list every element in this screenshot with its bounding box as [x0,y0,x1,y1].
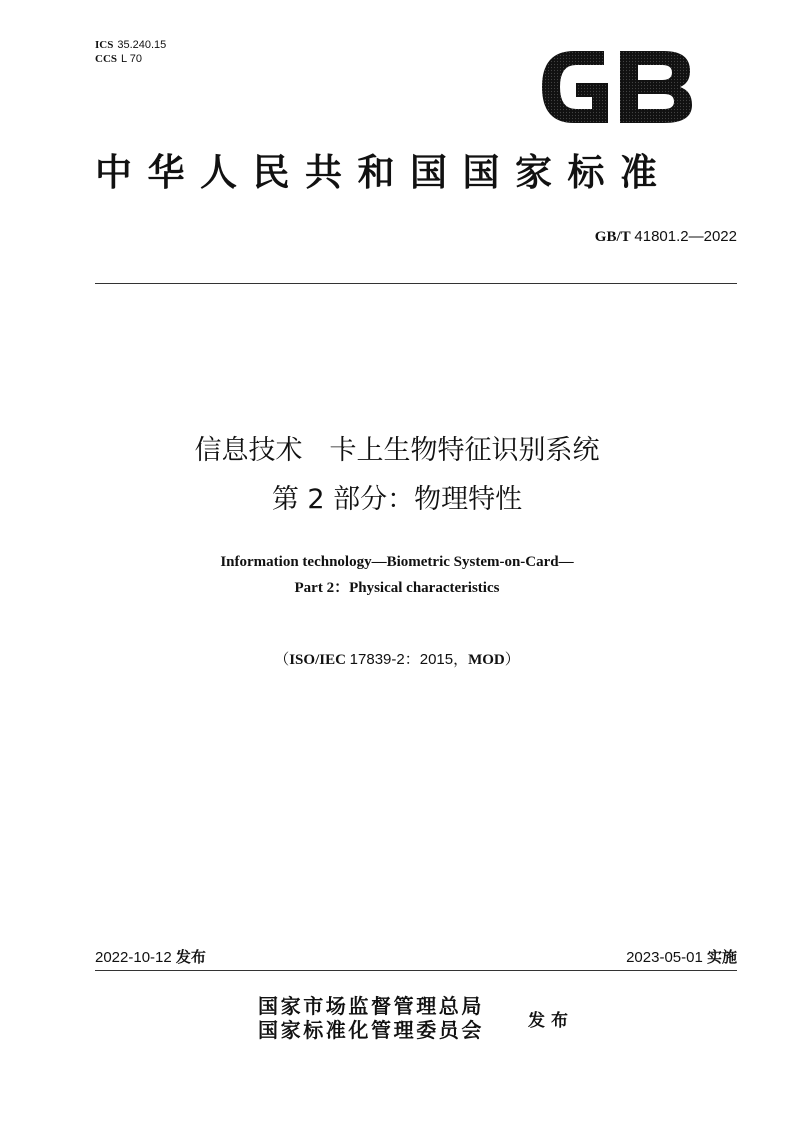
issue-date-label: 发布 [175,948,206,966]
implementation-date-value: 2023-05-01 [626,949,703,966]
ccs-value: L 70 [121,53,143,65]
standard-number [595,227,737,247]
implementation-date-label: 实施 [706,948,737,966]
ccs-label: CCS [95,53,118,65]
chinese-title-line-2: 第 2 部分：物理特性 [271,484,523,515]
english-title-line-1: Information technology—Biometric System-on-Card— [220,554,574,570]
ics-label: ICS [95,39,114,51]
authority-line-2: 国家标准化管理委员会 [258,1018,484,1042]
gb-logo-icon [538,45,696,129]
standard-code: 41801.2—2022 [634,228,737,245]
adoption-degree: MOD [468,652,505,668]
adoption-separator: ， [453,652,469,668]
adoption-open-paren: （ [274,652,290,668]
authority-line-1: 国家市场监督管理总局 [258,994,484,1018]
publish-label: 发布 [528,1011,574,1031]
ics-code [95,38,166,52]
chinese-title-line-1: 信息技术 卡上生物特征识别系统 [194,435,600,466]
national-standard-title: 中华人民共和国国家标准 [95,151,673,194]
issue-date-value: 2022-10-12 [95,949,172,966]
english-title-line-2: Part 2：Physical characteristics [294,580,500,596]
issue-date [95,947,206,968]
classification-codes [95,38,166,66]
issuing-authorities [258,994,484,1042]
adoption-number: 17839-2：2015 [349,651,454,668]
header-divider [95,283,737,284]
gb-standard-logo [538,45,696,129]
ccs-code [95,52,166,66]
adoption-org: ISO/IEC [289,652,346,668]
adoption-reference [0,649,794,671]
footer-divider [95,970,737,971]
implementation-date [626,947,737,968]
standard-prefix: GB/T [594,229,631,245]
ics-value: 35.240.15 [117,39,167,51]
adoption-close-paren: ） [504,652,520,668]
